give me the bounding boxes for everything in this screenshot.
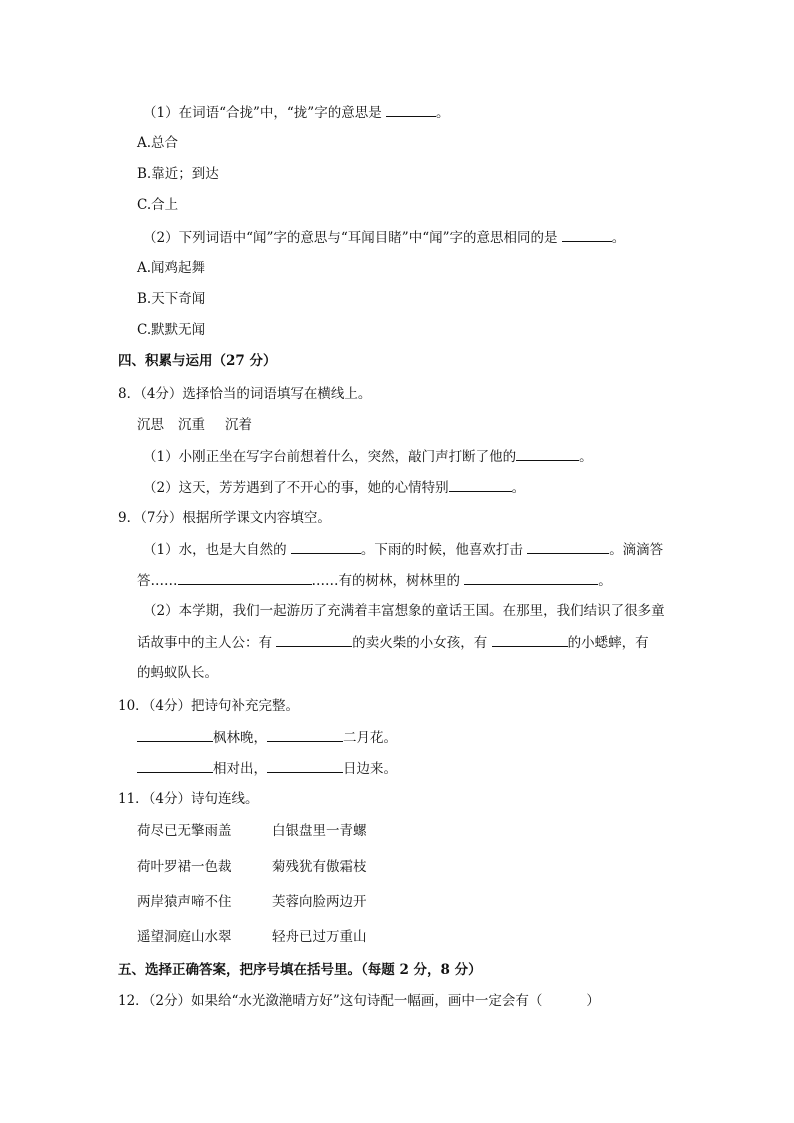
answer-blank[interactable] [276,633,352,647]
q12-stem [118,992,600,1010]
q7-sub1-text-a: （1）在词语“合拢”中，“拢”字的意思是 [143,105,386,121]
answer-blank[interactable] [267,759,343,773]
q9-p2-line1: （2）本学期，我们一起游历了充满着丰富想象的童话王国。在那里，我们结识了很多童 [143,603,665,619]
q9-p2-text-c: 的卖火柴的小女孩，有 [352,635,492,651]
q12-stem-text: 12．（2分）如果给“水光潋滟晴方好”这句诗配一幅画，画中一定会有（ [118,993,543,1009]
q9-p1-line2 [137,571,612,590]
answer-blank[interactable] [527,540,609,554]
word-option: 沉着 [225,417,252,433]
answer-blank[interactable] [492,633,568,647]
q9-p1-text-c: 。滴滴答 [609,542,664,558]
answer-blank[interactable] [449,478,512,492]
poem-left-2[interactable]: 荷叶罗裙一色裁 [137,859,232,875]
q9-p1-text-b: 。下雨的时候，他喜欢打击 [360,542,528,558]
q9-p1-line1 [143,540,663,559]
q9-p1-text-d: 答…… [137,573,178,589]
q7-sub2-option-a: A.闻鸡起舞 [137,260,206,276]
poem-right-1[interactable]: 白银盘里一青螺 [272,823,367,839]
answer-blank[interactable] [516,447,579,461]
q10-l2-b: 日边来。 [343,761,397,777]
q7-sub2-option-c: C.默默无闻 [137,322,206,338]
q9-p1-text-e: ……有的树林，树林里的 [311,573,465,589]
q11-stem: 11．（4分）诗句连线。 [118,791,259,807]
q8-s2-end: 。 [511,480,526,496]
q7-sub1-option-b: B.靠近；到达 [137,166,219,182]
q7-sub2-option-b: B.天下奇闻 [137,291,206,307]
q9-stem: 9．（7分）根据所学课文内容填空。 [118,510,331,526]
answer-blank[interactable] [562,228,612,242]
q7-sub1-text-b: 。 [436,105,450,121]
word-option: 沉思 [137,417,164,433]
poem-left-1[interactable]: 荷尽已无擎雨盖 [137,823,232,839]
q9-p2-text-d: 的小蟋蟀，有 [567,635,649,651]
q10-line-1 [137,728,397,747]
section-4-title: 四、积累与运用（27 分） [118,353,277,369]
answer-blank[interactable] [267,728,343,742]
q12-stem-end: ） [586,993,600,1009]
q7-sub2-text-a: （2）下列词语中“闻”字的意思与“耳闻目睹”中“闻”字的意思相同的是 [143,230,562,246]
poem-right-3[interactable]: 芙蓉向脸两边开 [272,894,367,910]
q8-sentence-2 [143,478,525,497]
answer-blank[interactable] [291,540,361,554]
answer-blank[interactable] [178,571,312,585]
q10-stem: 10．（4分）把诗句补充完整。 [118,698,300,714]
q10-line-2 [137,759,397,778]
q8-sentence-1 [143,447,593,466]
q9-p2-text-b: 话故事中的主人公：有 [137,635,277,651]
q9-p1-text-f: 。 [598,573,612,589]
q7-sub1-option-a: A.总合 [137,135,179,151]
q7-sub1-option-c: C.合上 [137,197,179,213]
poem-left-3[interactable]: 两岸猿声啼不住 [137,894,232,910]
q10-l1-a: 枫林晚， [213,730,267,746]
q7-sub2-text-b: 。 [611,230,626,246]
poem-right-2[interactable]: 菊残犹有傲霜枝 [272,859,367,875]
q10-l2-a: 相对出， [213,761,267,777]
answer-blank[interactable] [137,759,213,773]
q9-p2-line2 [137,633,649,652]
answer-blank[interactable] [386,103,436,117]
word-option: 沉重 [178,417,205,433]
poem-left-4[interactable]: 遥望洞庭山水翠 [137,929,232,945]
q7-sub1 [143,103,450,122]
q8-s1-text: （1）小刚正坐在写字台前想着什么，突然，敲门声打断了他的 [143,449,517,465]
answer-blank[interactable] [464,571,598,585]
section-5-title: 五、选择正确答案，把序号填在括号里。（每题 2 分，8 分） [118,962,482,978]
q8-word-bank [137,416,252,434]
q8-s2-text: （2）这天，芳芳遇到了不开心的事，她的心情特别 [143,480,449,496]
q8-s1-end: 。 [579,449,593,465]
q9-p1-text-a: （1）水，也是大自然的 [143,542,291,558]
answer-blank[interactable] [137,728,213,742]
poem-right-4[interactable]: 轻舟已过万重山 [272,929,367,945]
q8-stem: 8．（4分）选择恰当的词语填写在横线上。 [118,386,372,402]
q10-l1-b: 二月花。 [343,730,397,746]
q9-p2-line3: 的蚂蚁队长。 [137,665,218,681]
q7-sub2 [143,228,625,247]
